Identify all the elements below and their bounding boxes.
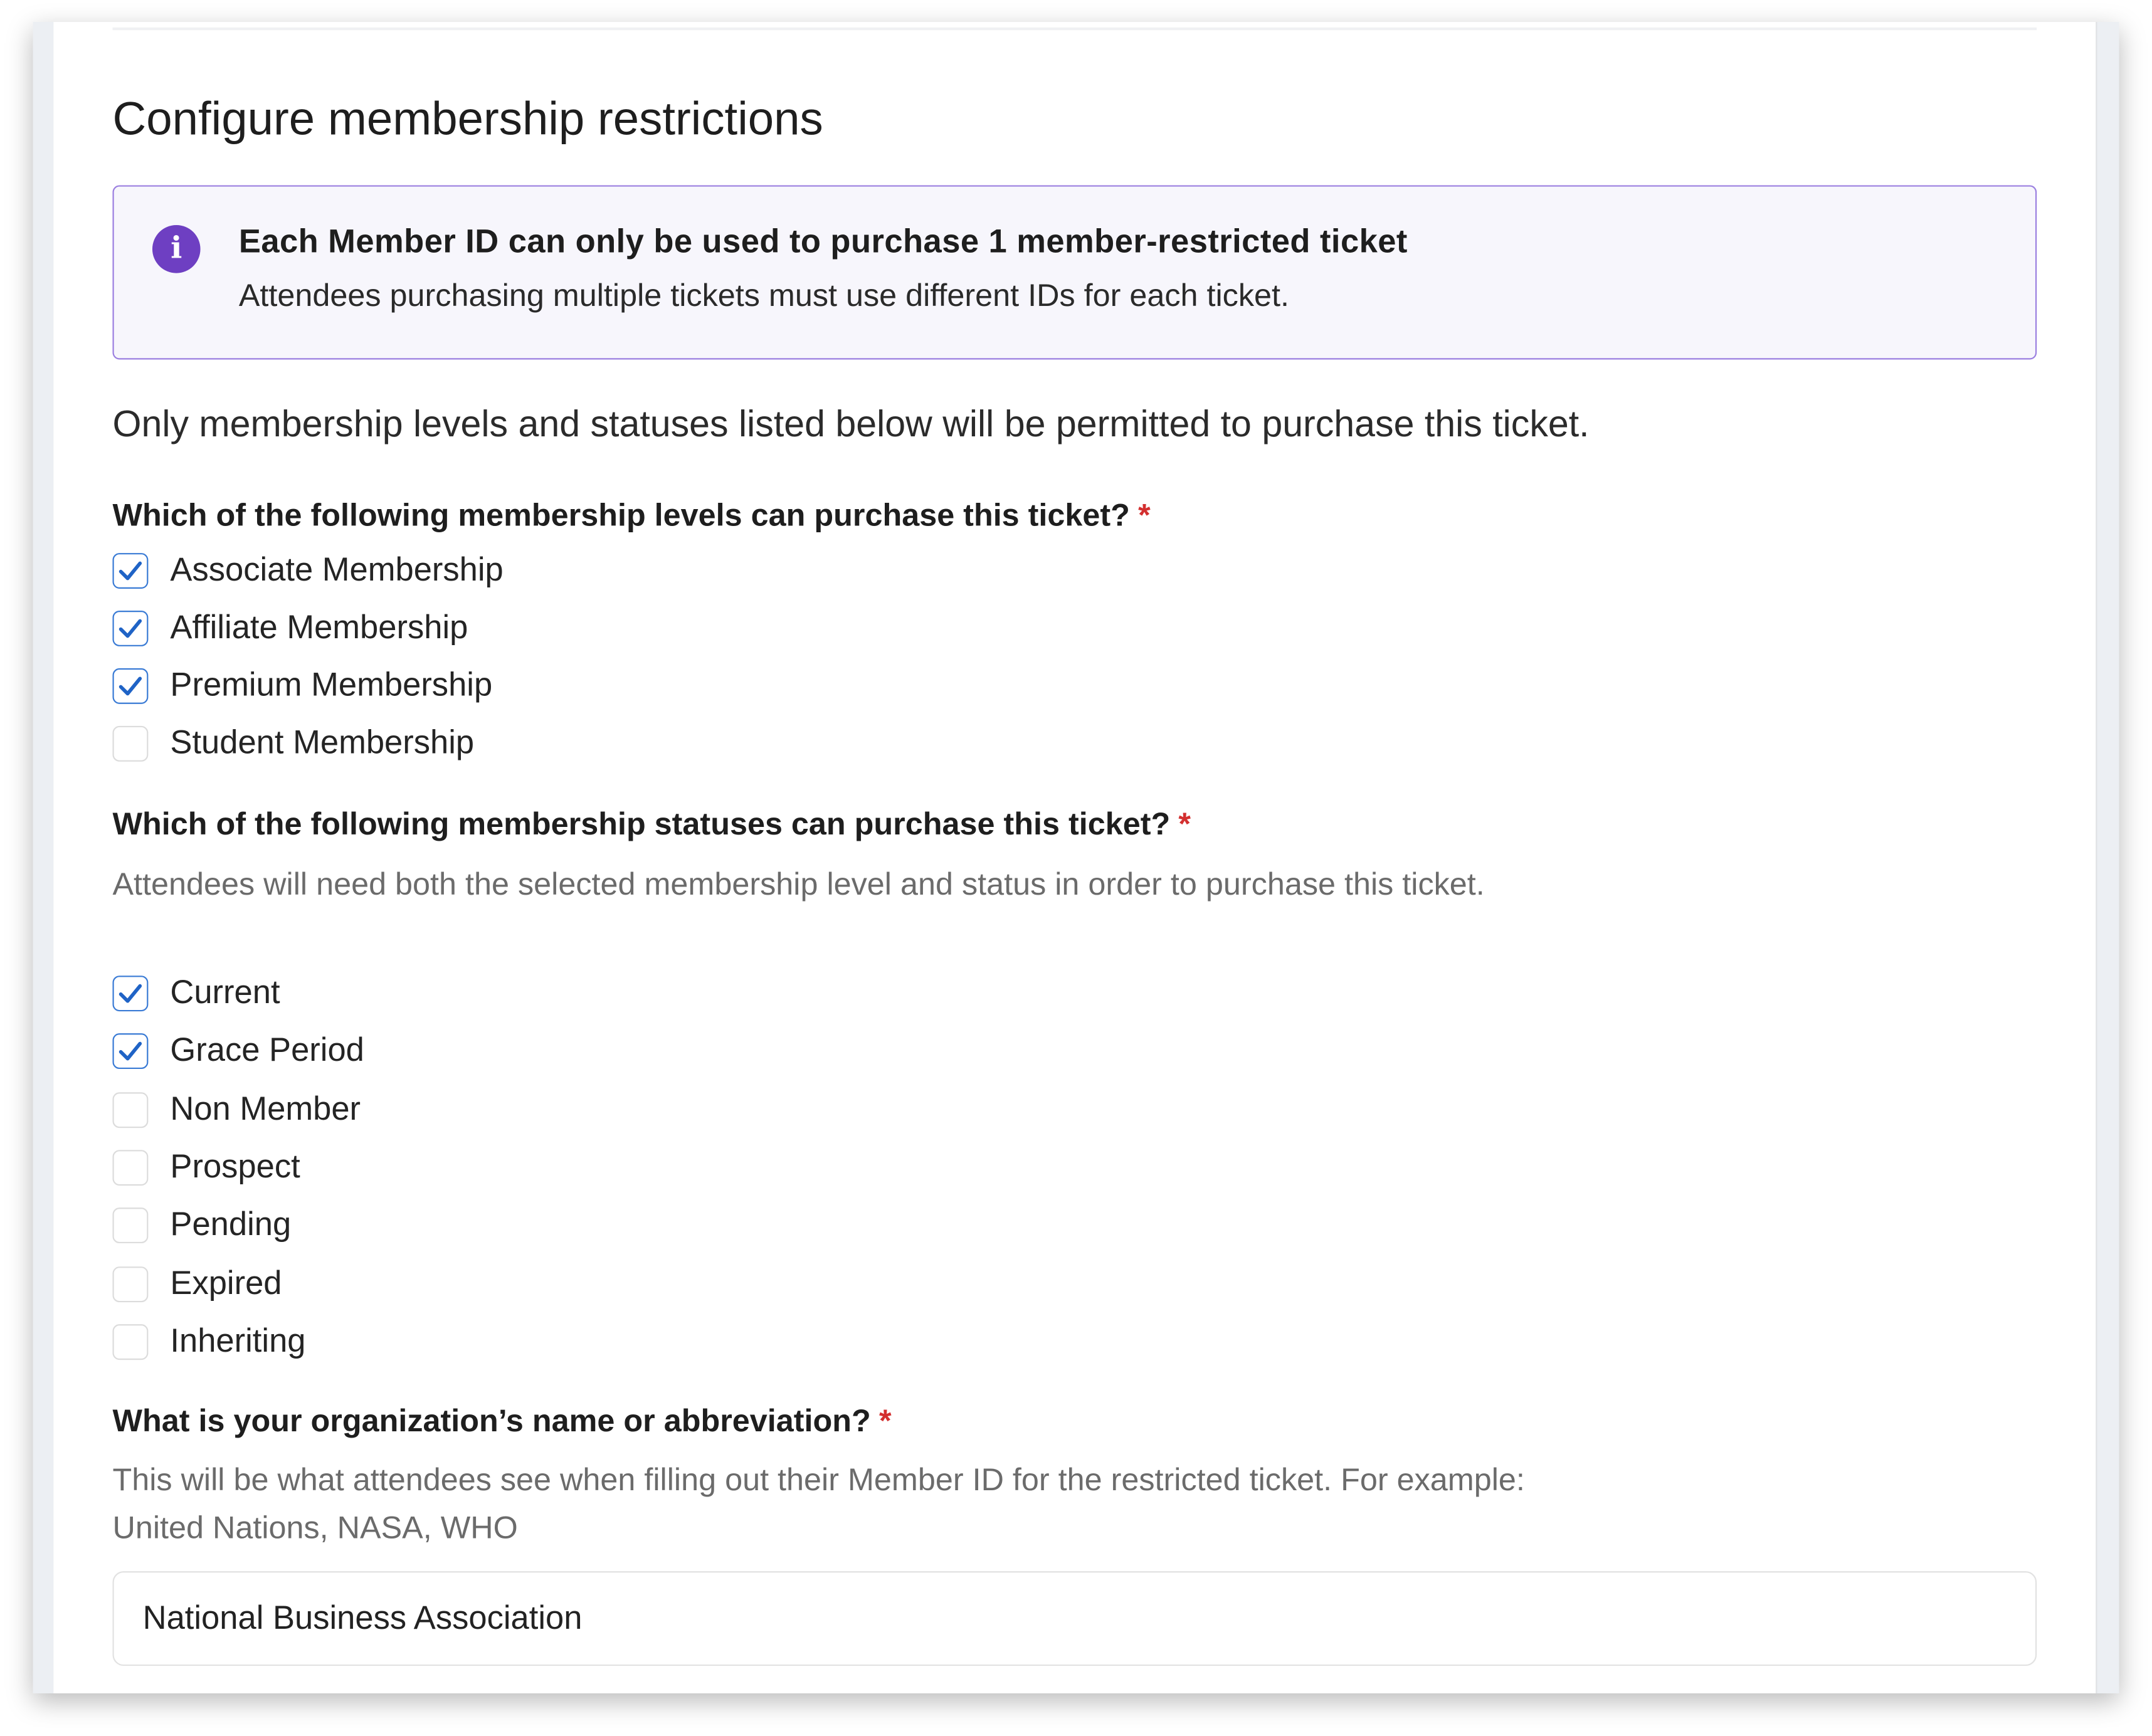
info-heading: Each Member ID can only be used to purchase 1 member-restricted ticket — [238, 223, 1408, 261]
checkbox-option[interactable] — [112, 723, 474, 764]
checkbox-label: Associate Membership — [170, 551, 504, 589]
checkmark-icon — [117, 1038, 144, 1065]
checkbox-unchecked[interactable] — [112, 1208, 148, 1244]
divider — [112, 28, 2037, 30]
organization-question-text: What is your organization’s name or abbreviation? — [112, 1402, 871, 1438]
checkbox-checked[interactable] — [112, 668, 148, 704]
form-panel — [53, 22, 2097, 1693]
checkbox-label: Inheriting — [170, 1322, 306, 1360]
checkbox-unchecked[interactable] — [112, 726, 148, 762]
checkbox-option[interactable] — [112, 1147, 300, 1189]
checkbox-label: Student Membership — [170, 724, 475, 762]
checkbox-option[interactable] — [112, 973, 280, 1014]
checkbox-option[interactable] — [112, 1031, 364, 1072]
checkbox-option[interactable] — [112, 608, 468, 650]
checkbox-option[interactable] — [112, 1205, 291, 1246]
checkbox-unchecked[interactable] — [112, 1150, 148, 1186]
checkbox-checked[interactable] — [112, 553, 148, 589]
window-frame — [33, 22, 2119, 1693]
info-body: Attendees purchasing multiple tickets must use different IDs for each ticket. — [238, 277, 1290, 313]
checkmark-icon — [117, 557, 144, 585]
checkbox-label: Prospect — [170, 1148, 300, 1186]
required-mark: * — [878, 1402, 892, 1438]
info-banner — [112, 185, 2037, 359]
levels-question — [112, 497, 1150, 534]
checkbox-checked[interactable] — [112, 976, 148, 1011]
checkbox-option[interactable] — [112, 550, 503, 592]
checkbox-label: Non Member — [170, 1090, 361, 1128]
statuses-question-text: Which of the following membership statuses can purchase this ticket? — [112, 805, 1171, 841]
statuses-help: Attendees will need both the selected membership level and status in order to purchase this ticket. — [112, 866, 1485, 902]
checkbox-unchecked[interactable] — [112, 1324, 148, 1360]
checkbox-option[interactable] — [112, 1089, 361, 1130]
checkbox-option[interactable] — [112, 666, 492, 707]
checkmark-icon — [117, 615, 144, 643]
checkbox-checked[interactable] — [112, 611, 148, 646]
checkbox-label: Current — [170, 974, 280, 1012]
checkbox-unchecked[interactable] — [112, 1092, 148, 1127]
required-mark: * — [1138, 497, 1151, 533]
info-icon: i — [152, 225, 201, 273]
page-title: Configure membership restrictions — [112, 93, 823, 146]
checkbox-label: Affiliate Membership — [170, 609, 468, 646]
required-mark: * — [1178, 805, 1191, 841]
checkmark-icon — [117, 673, 144, 700]
checkbox-label: Expired — [170, 1264, 282, 1302]
organization-help: This will be what attendees see when filling out their Member ID for the restricted ticket. For example: United Nations, NASA, WHO — [112, 1461, 1525, 1545]
checkmark-icon — [117, 980, 144, 1007]
checkbox-option[interactable] — [112, 1263, 282, 1305]
lead-text: Only membership levels and statuses listed below will be permitted to purchase this ticket. — [112, 403, 1590, 445]
checkbox-label: Premium Membership — [170, 666, 493, 704]
levels-question-text: Which of the following membership levels can purchase this ticket? — [112, 497, 1130, 533]
checkbox-checked[interactable] — [112, 1034, 148, 1070]
checkbox-option[interactable] — [112, 1321, 305, 1362]
checkbox-label: Grace Period — [170, 1032, 364, 1070]
organization-question — [112, 1402, 891, 1439]
checkbox-unchecked[interactable] — [112, 1266, 148, 1302]
organization-name-input[interactable] — [112, 1571, 2037, 1666]
statuses-question — [112, 806, 1190, 843]
checkbox-label: Pending — [170, 1206, 292, 1244]
